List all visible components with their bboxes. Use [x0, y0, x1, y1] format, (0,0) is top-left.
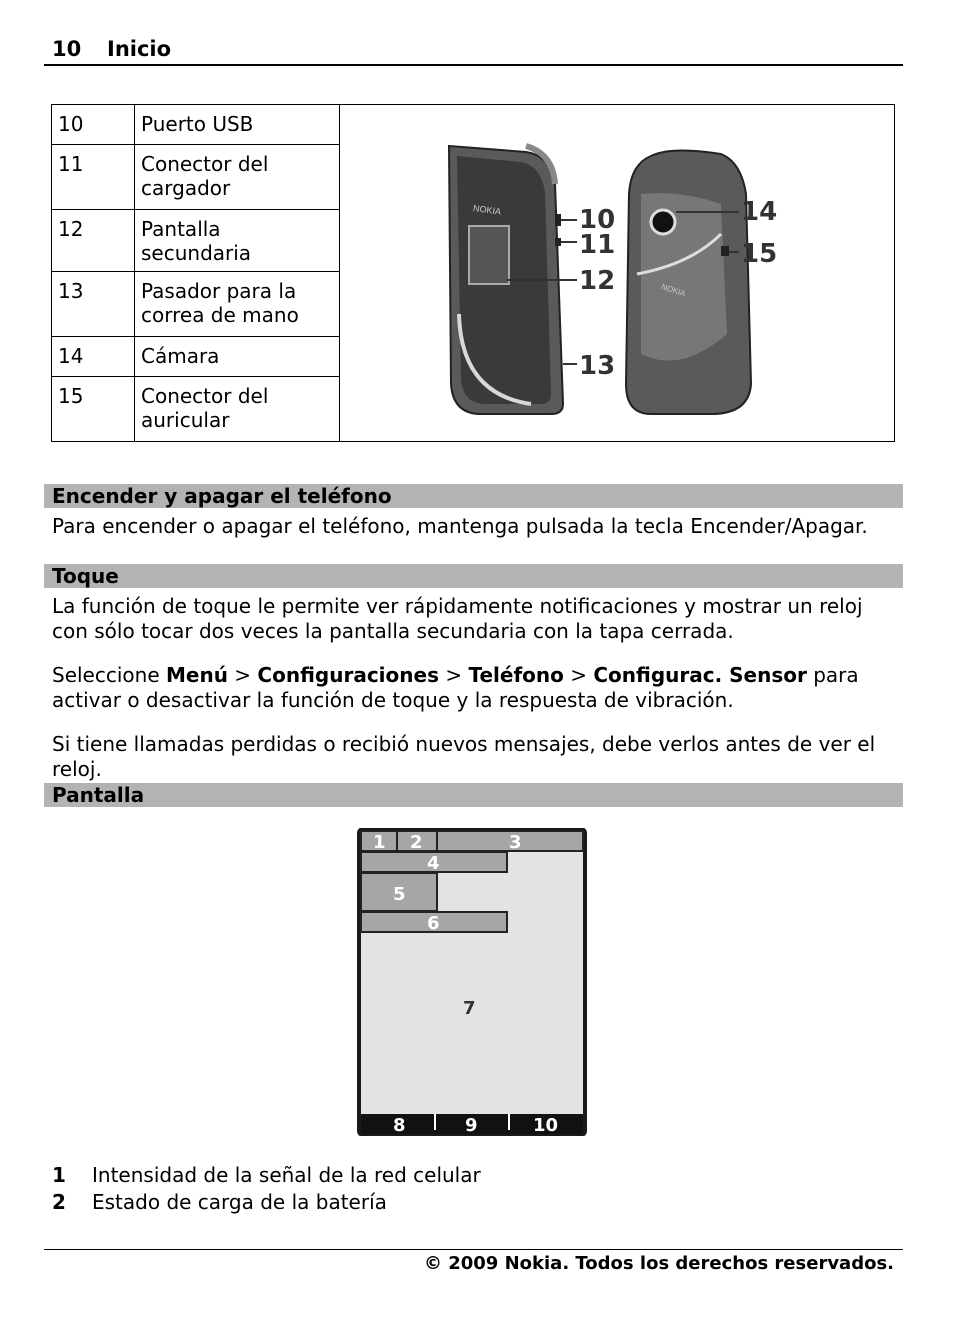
- section-title: Pantalla: [52, 783, 145, 807]
- callout-11: 11: [579, 229, 616, 260]
- screen-label-1: 1: [373, 832, 386, 853]
- section-header-display: [44, 783, 903, 807]
- page-header: [44, 34, 903, 66]
- part-label: Conector del cargador: [135, 145, 340, 210]
- screen-label-6: 6: [427, 913, 440, 934]
- menu-path-sensor: Configurac. Sensor: [593, 663, 807, 687]
- phone-illustration: [341, 114, 893, 428]
- part-number: 14: [52, 337, 135, 377]
- paragraph-touch-1: La función de toque le permite ver rápidamente notificaciones y mostrar un reloj con sólo tocar dos veces la pantalla secundaria con la tapa cerrada.: [52, 594, 863, 643]
- screen-label-9: 9: [465, 1115, 478, 1136]
- text-prefix: Seleccione: [52, 663, 166, 687]
- chapter-title: Inicio: [107, 37, 172, 61]
- footer-divider: [44, 1249, 903, 1250]
- screen-label-10: 10: [533, 1115, 559, 1136]
- copyright: © 2009 Nokia. Todos los derechos reservados.: [423, 1253, 894, 1274]
- callout-10: 10: [579, 204, 616, 235]
- section-title: Encender y apagar el teléfono: [52, 484, 392, 508]
- menu-path-menu: Menú: [165, 663, 228, 687]
- part-number: 13: [52, 272, 135, 337]
- legend-number: 2: [52, 1190, 66, 1214]
- brand-back: NOKIA: [660, 281, 687, 298]
- part-number: 12: [52, 210, 135, 272]
- screen-diagram-svg: [357, 828, 587, 1136]
- callout-13: 13: [579, 350, 616, 381]
- screen-label-3: 3: [509, 832, 522, 853]
- screen-label-2: 2: [410, 832, 423, 853]
- phone-illustration-cell: [340, 105, 895, 442]
- part-label: Puerto USB: [135, 105, 340, 145]
- legend-text: Estado de carga de la batería: [92, 1190, 387, 1214]
- section-title: Toque: [52, 564, 119, 588]
- text-suffix: para activar o desactivar la función de toque y la respuesta de vibración.: [52, 663, 859, 712]
- part-label: Pasador para la correa de mano: [135, 272, 340, 337]
- callout-15: 15: [741, 238, 778, 269]
- path-separator: >: [563, 663, 594, 687]
- screen-diagram: [357, 828, 587, 1136]
- callout-12: 12: [579, 265, 616, 296]
- section-header-touch: [44, 564, 903, 588]
- legend-text: Intensidad de la señal de la red celular: [92, 1163, 481, 1187]
- parts-table: [51, 104, 895, 442]
- screen-label-4: 4: [427, 853, 440, 874]
- callout-14: 14: [741, 196, 778, 227]
- menu-path-configuraciones: Configuraciones: [257, 663, 439, 687]
- screen-label-5: 5: [393, 884, 406, 905]
- path-separator: >: [227, 663, 258, 687]
- part-number: 11: [52, 145, 135, 210]
- brand-front: NOKIA: [472, 202, 502, 217]
- paragraph-touch-3: Si tiene llamadas perdidas o recibió nuevos mensajes, debe verlos antes de ver el reloj.: [52, 732, 876, 781]
- phone-back: [626, 150, 751, 414]
- part-label: Pantalla secundaria: [135, 210, 340, 272]
- menu-path-telefono: Teléfono: [468, 663, 564, 687]
- paragraph-power: Para encender o apagar el teléfono, mantenga pulsada la tecla Encender/Apagar.: [52, 514, 868, 538]
- part-label: Conector del auricular: [135, 377, 340, 442]
- page-number: 10: [52, 37, 82, 61]
- legend-number: 1: [52, 1163, 66, 1187]
- path-separator: >: [438, 663, 469, 687]
- paragraph-touch-2: [52, 663, 902, 713]
- table-row: [52, 105, 895, 145]
- part-label: Cámara: [135, 337, 340, 377]
- screen-label-8: 8: [393, 1115, 406, 1136]
- section-header-power: [44, 484, 903, 508]
- part-number: 10: [52, 105, 135, 145]
- part-number: 15: [52, 377, 135, 442]
- screen-label-7: 7: [463, 998, 476, 1019]
